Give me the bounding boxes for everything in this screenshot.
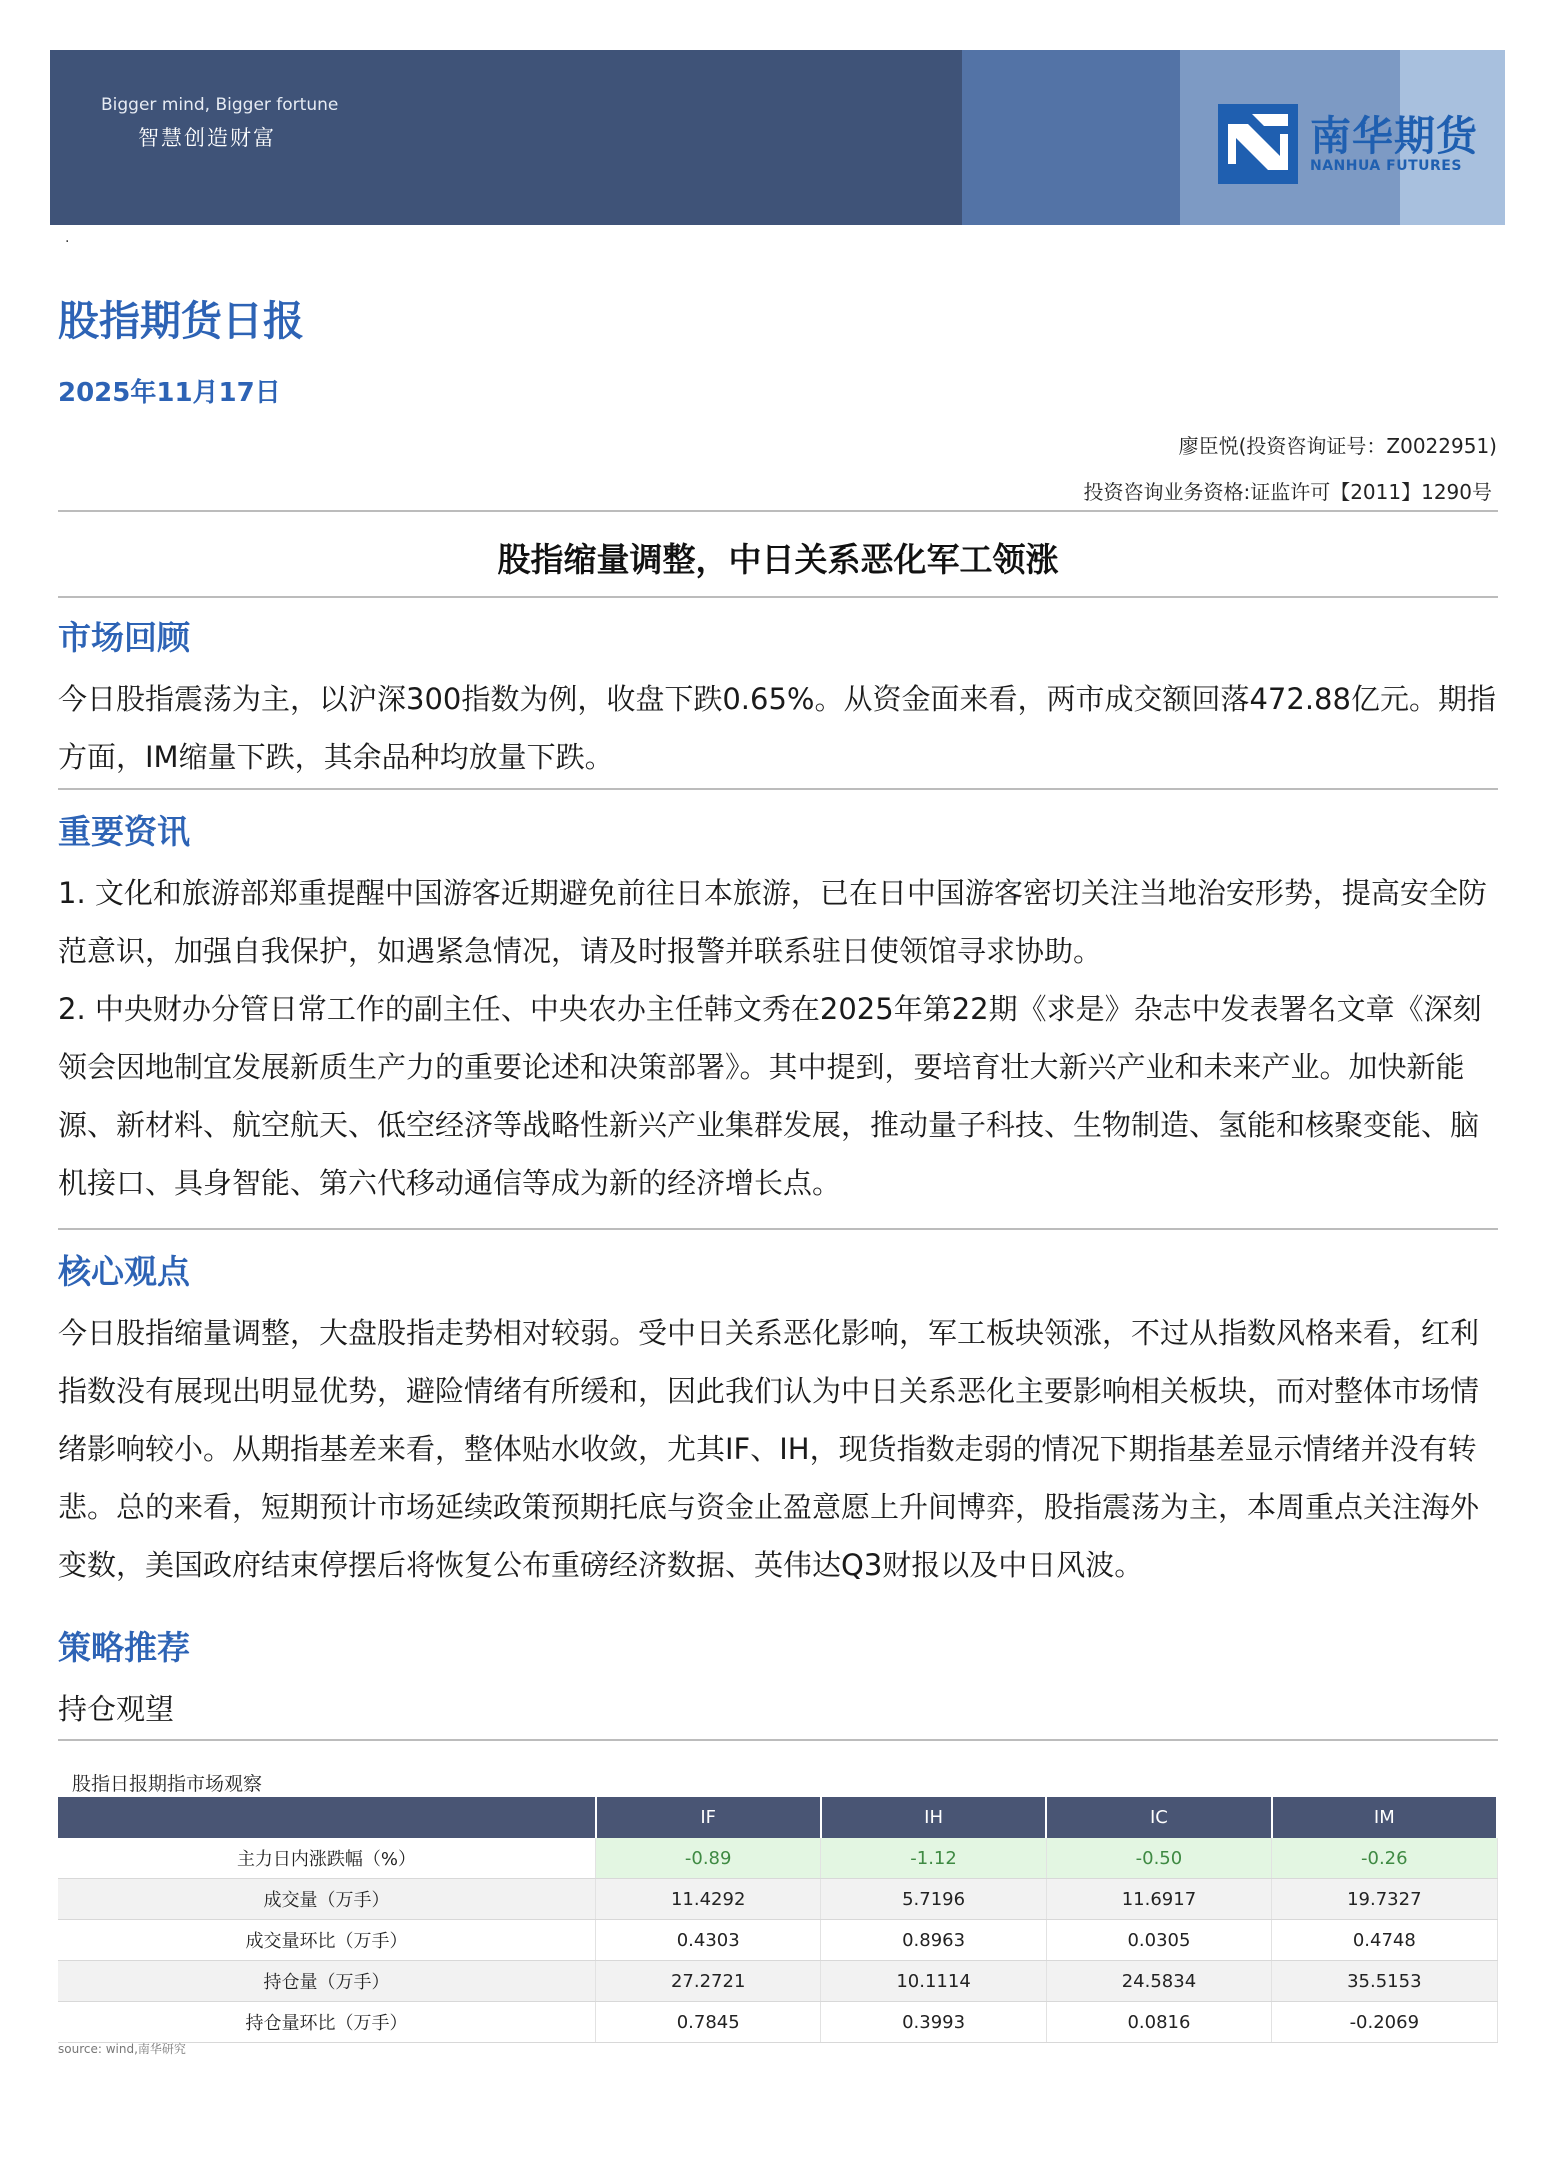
table-cell: 0.7845 bbox=[596, 2002, 821, 2043]
table-cell: -0.89 bbox=[596, 1838, 821, 1879]
table-source: source: wind,南华研究 bbox=[58, 2042, 186, 2056]
report-date: 2025年11月17日 bbox=[58, 378, 281, 408]
column-header: IH bbox=[821, 1797, 1046, 1838]
table-row bbox=[58, 1838, 1497, 1879]
slogan-english: Bigger mind, Bigger fortune bbox=[101, 95, 339, 115]
table-cell: -0.26 bbox=[1272, 1838, 1497, 1879]
logo-english-name: NANHUA FUTURES bbox=[1310, 158, 1462, 174]
page-marker: . bbox=[65, 230, 70, 246]
table-cell: 0.4303 bbox=[596, 1920, 821, 1961]
column-header: IF bbox=[596, 1797, 821, 1838]
table-cell: 10.1114 bbox=[821, 1961, 1046, 2002]
table-cell: 0.3993 bbox=[821, 2002, 1046, 2043]
table-header-row bbox=[58, 1797, 1497, 1838]
divider bbox=[58, 1739, 1498, 1741]
table-row bbox=[58, 1920, 1497, 1961]
table-caption: 股指日报期指市场观察 bbox=[72, 1773, 263, 1795]
table-cell: 24.5834 bbox=[1046, 1961, 1271, 2002]
divider bbox=[58, 596, 1498, 598]
row-label: 持仓量环比（万手） bbox=[58, 2002, 596, 2043]
core-view-text: 今日股指缩量调整，大盘股指走势相对较弱。受中日关系恶化影响，军工板块领涨，不过从指数风格来看，红利指数没有展现出明显优势，避险情绪有所缓和，因此我们认为中日关系恶化主要影响相关板块，而对整体市场情绪影响较小。从期指基差来看，整体贴水收敛，尤其IF、IH，现货指数走弱的情况下期指基差显示情绪并没有转悲。总的来看，短期预计市场延续政策预期托底与资金止盈意愿上升间博弈，股指震荡为主，本周重点关注海外变数，美国政府结束停摆后将恢复公布重磅经济数据、英伟达Q3财报以及中日风波。 bbox=[58, 1316, 1480, 1582]
table-row bbox=[58, 1961, 1497, 2002]
section-heading-market-review: 市场回顾 bbox=[58, 618, 190, 657]
table-cell: 19.7327 bbox=[1272, 1879, 1497, 1920]
report-title: 股指期货日报 bbox=[58, 297, 304, 345]
news-list bbox=[58, 864, 1498, 1212]
table-row bbox=[58, 1879, 1497, 1920]
table-cell: 11.4292 bbox=[596, 1879, 821, 1920]
analyst-credential: 廖臣悦(投资咨询证号：Z0022951) bbox=[1178, 434, 1497, 458]
table-cell: 27.2721 bbox=[596, 1961, 821, 2002]
section-heading-news: 重要资讯 bbox=[58, 812, 190, 851]
news-item: 2. 中央财办分管日常工作的副主任、中央农办主任韩文秀在2025年第22期《求是》杂志中发表署名文章《深刻领会因地制宜发展新质生产力的重要论述和决策部署》。其中提到，要培育壮大新兴产业和未来产业。加快新能源、新材料、航空航天、低空经济等战略性新兴产业集群发展，推动量子科技、生物制造、氢能和核聚变能、脑机接口、具身智能、第六代移动通信等成为新的经济增长点。 bbox=[58, 992, 1482, 1200]
row-label: 持仓量（万手） bbox=[58, 1961, 596, 2002]
table-row bbox=[58, 2002, 1497, 2043]
row-label: 主力日内涨跌幅（%） bbox=[58, 1838, 596, 1879]
row-label: 成交量（万手） bbox=[58, 1879, 596, 1920]
section-heading-core-view: 核心观点 bbox=[58, 1252, 190, 1291]
table-cell: 35.5153 bbox=[1272, 1961, 1497, 2002]
section-heading-strategy: 策略推荐 bbox=[58, 1628, 190, 1667]
column-header bbox=[58, 1797, 596, 1838]
table-cell: 5.7196 bbox=[821, 1879, 1046, 1920]
table-cell: 11.6917 bbox=[1046, 1879, 1271, 1920]
market-review-text: 今日股指震荡为主，以沪深300指数为例，收盘下跌0.65%。从资金面来看，两市成交额回落472.88亿元。期指方面，IM缩量下跌，其余品种均放量下跌。 bbox=[58, 682, 1496, 774]
company-logo bbox=[1218, 104, 1478, 184]
report-headline: 股指缩量调整，中日关系恶化军工领涨 bbox=[497, 540, 1059, 579]
divider bbox=[58, 510, 1498, 512]
news-item: 1. 文化和旅游部郑重提醒中国游客近期避免前往日本旅游，已在日中国游客密切关注当地治安形势，提高安全防范意识，加强自我保护，如遇紧急情况，请及时报警并联系驻日使领馆寻求协助。 bbox=[58, 876, 1487, 968]
table-cell: 0.8963 bbox=[821, 1920, 1046, 1961]
table-cell: 0.0816 bbox=[1046, 2002, 1271, 2043]
column-header: IC bbox=[1046, 1797, 1271, 1838]
table-cell: 0.0305 bbox=[1046, 1920, 1271, 1961]
slogan-chinese: 智慧创造财富 bbox=[138, 126, 276, 150]
table-cell: 0.4748 bbox=[1272, 1920, 1497, 1961]
table-cell: -1.12 bbox=[821, 1838, 1046, 1879]
logo-chinese-name: 南华期货 bbox=[1310, 112, 1478, 160]
column-header: IM bbox=[1272, 1797, 1497, 1838]
strategy-text: 持仓观望 bbox=[58, 1692, 175, 1726]
license-info: 投资咨询业务资格:证监许可【2011】1290号 bbox=[1083, 480, 1492, 504]
table-cell: -0.2069 bbox=[1272, 2002, 1497, 2043]
futures-market-table bbox=[58, 1797, 1498, 2043]
divider bbox=[58, 788, 1498, 790]
divider bbox=[58, 1228, 1498, 1230]
nanhua-logo-icon bbox=[1218, 104, 1298, 184]
row-label: 成交量环比（万手） bbox=[58, 1920, 596, 1961]
banner-mid-panel bbox=[962, 50, 1180, 225]
table-cell: -0.50 bbox=[1046, 1838, 1271, 1879]
